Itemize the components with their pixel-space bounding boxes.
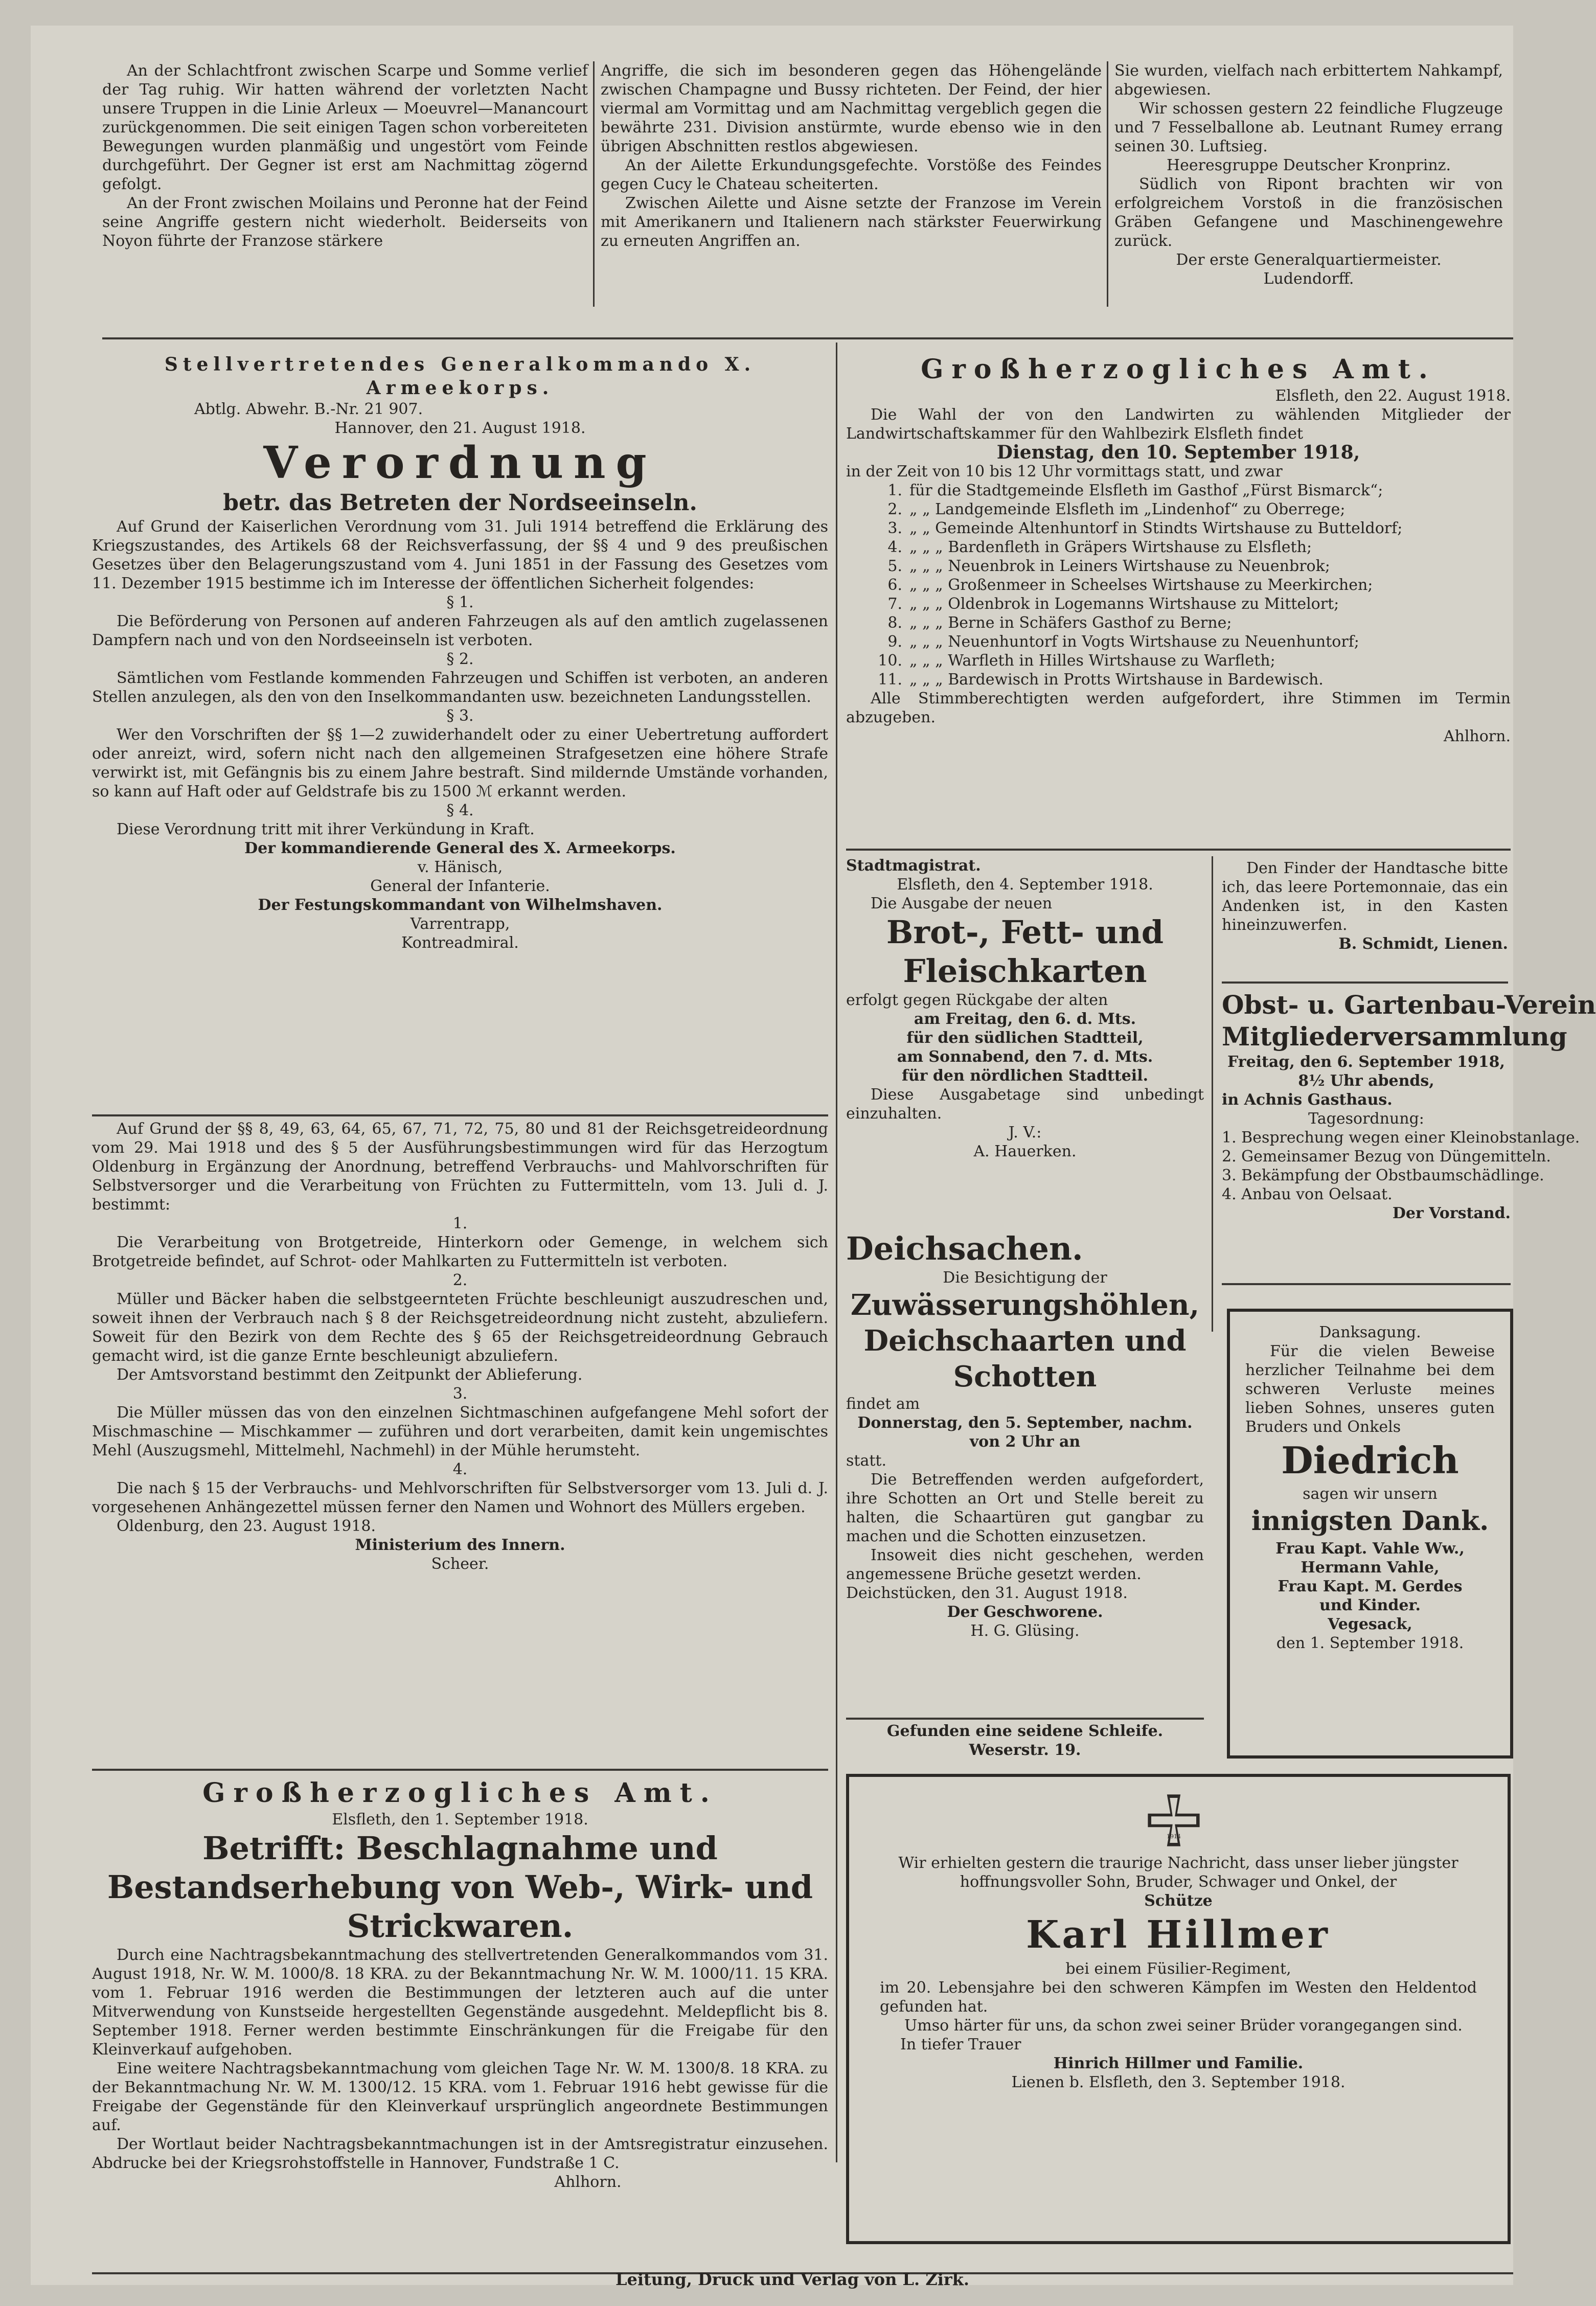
section-number: § 3. xyxy=(446,707,474,725)
polling-station-item xyxy=(846,651,1511,670)
notice-paragraph: Der Amtsvorstand bestimmt den Zeitpunkt der Ablieferung. xyxy=(117,1366,583,1384)
notice-paragraph: im 20. Lebensjahre bei den schweren Kämpfen im Westen den Heldentod gefunden hat. xyxy=(880,1979,1477,2016)
meeting-time: 8½ Uhr abends, xyxy=(1298,1072,1434,1090)
notice-paragraph: in der Zeit von 10 bis 12 Uhr vormittags statt, und zwar xyxy=(846,463,1283,481)
section-number: 2. xyxy=(452,1271,468,1289)
notice-paragraph: Die Ausgabe der neuen xyxy=(871,895,1053,912)
notice-date: Hannover, den 21. August 1918. xyxy=(334,419,586,437)
war-report-paragraph: Wir schossen gestern 22 feindliche Flugzeuge und 7 Fesselballone ab. Leutnant Rumey errang seinen 30. Luftsieg. xyxy=(1114,100,1503,155)
notice-paragraph: findet am xyxy=(846,1395,920,1413)
agenda-item: 4. Anbau von Oelsaat. xyxy=(1222,1185,1393,1203)
imprint-footer: Leitung, Druck und Verlag von L. Zirk. xyxy=(615,2270,970,2289)
agenda-item: 1. Besprechung wegen einer Kleinobstanlage. xyxy=(1222,1129,1580,1147)
item-number: 11. xyxy=(878,671,902,689)
notice-date: Elsfleth, den 22. August 1918. xyxy=(1275,387,1511,405)
notice-paragraph: Die Verarbeitung von Brotgetreide, Hinterkorn oder Gemenge, in welchem sich Brotgetreide befindet, auf Schrot- oder Mahlkarten zu Futtermitteln ist verboten. xyxy=(92,1234,828,1270)
item-number: 3. xyxy=(887,519,902,537)
notice-authority: Großherzogliches Amt. xyxy=(921,354,1436,385)
section-number: § 4. xyxy=(446,802,474,819)
notice-paragraph: sagen wir unsern xyxy=(1303,1485,1438,1503)
traueranzeige-box xyxy=(846,1774,1511,2244)
section-divider xyxy=(846,849,1511,851)
item-number: 10. xyxy=(878,652,902,670)
notice-date: Oldenburg, den 23. August 1918. xyxy=(117,1517,376,1535)
item-text: „ „ „ Bardenfleth in Gräpers Wirtshause zu Elsfleth; xyxy=(909,538,1312,556)
obstverein-notice xyxy=(1222,989,1596,1275)
section-divider xyxy=(846,1718,1204,1720)
notice-paragraph: Insoweit dies nicht geschehen, werden angemessene Brüche gesetzt werden. xyxy=(846,1546,1204,1583)
signature-name: Scheer. xyxy=(431,1555,489,1573)
war-report-paragraph: Sie wurden, vielfach nach erbittertem Nahkampf, abgewiesen. xyxy=(1114,62,1503,99)
item-text: für die Stadtgemeinde Elsfleth im Gasthof „Fürst Bismarck“; xyxy=(909,482,1383,499)
deceased-name: Diedrich xyxy=(1281,1439,1459,1482)
signature-rank: General der Infanterie. xyxy=(370,877,550,895)
polling-station-item xyxy=(846,538,1511,557)
agenda-heading: Tagesordnung: xyxy=(1308,1110,1424,1128)
notice-paragraph: Alle Stimmberechtigten werden aufgefordert, ihre Stimmen im Termin abzugeben. xyxy=(846,690,1511,726)
notice-title: Deichsachen. xyxy=(846,1230,1083,1267)
notice-paragraph: bei einem Füsilier-Regiment, xyxy=(1065,1960,1291,1978)
item-number: 8. xyxy=(887,614,902,632)
agenda-item: 3. Bekämpfung der Obstbaumschädlinge. xyxy=(1222,1167,1544,1184)
item-number: 4. xyxy=(887,538,902,556)
section-divider xyxy=(92,1769,828,1771)
notice-paragraph: Durch eine Nachtragsbekanntmachung des stellvertretenden Generalkommandos vom 31. August 1918, Nr. W. M. 1000/8. 18 KRA. zu der Bekanntmachung Nr. W. M. 1000/11. 15 KRA. vom 1. Februar 1916 werden die Bestimmungen der letzteren auch auf die unter Mitverwendung von Kunstseide hergestellten Gegenstände ausgedehnt. Meldepflicht bis 8. September 1918. Ferner werden bestimmte Einschränkungen für die Freigabe für den Kleinverkauf aufgehoben. xyxy=(92,1946,828,2059)
top-column-1 xyxy=(102,61,588,317)
army-group-heading: Heeresgruppe Deutscher Kronprinz. xyxy=(1167,156,1451,174)
signature-rank: Kontreadmiral. xyxy=(401,934,519,952)
signature-name: Ludendorff. xyxy=(1263,270,1354,288)
signature-name: Der Vorstand. xyxy=(1392,1204,1511,1222)
item-text: „ „ Gemeinde Altenhuntorf in Stindts Wirtshause zu Butteldorf; xyxy=(909,519,1403,537)
notice-subtitle: betr. das Betreten der Nordseeinseln. xyxy=(223,490,697,516)
top-column-2 xyxy=(601,61,1102,317)
notice-paragraph: Eine weitere Nachtragsbekanntmachung vom gleichen Tage Nr. W. M. 1300/8. 18 KRA. zu der Bekanntmachung Nr. W. M. 1300/12. 15 KRA. vom 1. Februar 1916 hebt gewisse für die Freigabe der Gegenstände für den Kleinverkauf ursprünglich angeordnete Bestimmungen auf. xyxy=(92,2060,828,2134)
signature-name: A. Hauerken. xyxy=(973,1143,1077,1160)
notice-paragraph: Den Finder der Handtasche bitte ich, das leere Portemonnaie, das ein Andenken ist, in den Kasten hineinzuwerfen. xyxy=(1222,859,1508,934)
notice-date: Lienen b. Elsfleth, den 3. September 1918. xyxy=(1011,2073,1346,2091)
item-text: „ „ „ Neuenbrok in Leiners Wirtshause zu Neuenbrok; xyxy=(909,557,1330,575)
notice-date: Elsfleth, den 4. September 1918. xyxy=(897,876,1153,894)
column-divider xyxy=(1107,61,1108,307)
notice-paragraph: Für die vielen Beweise herzlicher Teilnahme bei dem schweren Verluste meines lieben Sohnes, unseres guten Bruders und Onkels xyxy=(1245,1342,1495,1436)
notice-paragraph: erfolgt gegen Rückgabe der alten xyxy=(846,991,1108,1009)
finder-notice xyxy=(1222,859,1508,976)
war-report-paragraph: An der Ailette Erkundungsgefechte. Vorstöße des Feindes gegen Cucy le Chateau scheiterten. xyxy=(601,156,1102,193)
notice-paragraph: Umso härter für uns, da schon zwei seiner Brüder vorangegangen sind. xyxy=(904,2017,1463,2035)
signature-name: v. Hänisch, xyxy=(417,858,503,876)
polling-station-item xyxy=(846,481,1511,500)
item-text: „ „ Landgemeinde Elsfleth im „Lindenhof“ zu Oberrege; xyxy=(909,500,1346,518)
notice-paragraph: Die nach § 15 der Verbrauchs- und Mehlvorschriften für Selbstversorger vom 13. Juli d. J. vorgesehenen Anhängezettel müssen ferner den Namen und Wohnort des Müllers ergeben. xyxy=(92,1479,828,1516)
notice-title: Verordnung xyxy=(263,437,657,489)
section-divider xyxy=(1222,1283,1511,1285)
item-number: 7. xyxy=(887,595,902,613)
notice-paragraph: Diese Ausgabetage sind unbedingt einzuhalten. xyxy=(846,1086,1204,1123)
notice-paragraph: Diese Verordnung tritt mit ihrer Verkündung in Kraft. xyxy=(117,820,535,838)
war-report-paragraph: Südlich von Ripont brachten wir von erfolgreichem Vorstoß in die französischen Gräben Gefangene und Maschinengewehre zurück. xyxy=(1114,175,1503,250)
notice-place: Vegesack, xyxy=(1328,1615,1412,1633)
signature-name: und Kinder. xyxy=(1319,1596,1421,1614)
signature-name: Ahlhorn. xyxy=(1443,727,1511,745)
inspection-date: Donnerstag, den 5. September, nachm. von 2 Uhr an xyxy=(857,1414,1193,1451)
section-number: 1. xyxy=(452,1215,468,1232)
item-text: „ „ „ Großenmeer in Scheelses Wirtshause zu Meerkirchen; xyxy=(909,576,1373,594)
notice-paragraph: Die Müller müssen das von den einzelnen Sichtmaschinen aufgefangene Mehl sofort der Mischmaschine — Mischkammer — zuführen und dort verarbeiten, damit kein ungemischtes Mehl (Auszugsmehl, Mittelmehl, Nachmehl) in der Mühle herumsteht. xyxy=(92,1404,828,1459)
war-report-paragraph: Angriffe, die sich im besonderen gegen das Höhengelände zwischen Champagne und Bussy richteten. Der Feind, der hier viermal am Vormittag und am Nachmittag vergeblich gegen die bewährte 231. Division anstürmte, wurde ebenso wie in den übrigen Abschnitten restlos abgewiesen. xyxy=(601,62,1102,155)
association-name: Obst- u. Gartenbau-Verein xyxy=(1222,990,1596,1020)
signature-name: Varrentrapp, xyxy=(410,915,510,933)
polling-station-item xyxy=(846,557,1511,576)
distribution-district: für den südlichen Stadtteil, xyxy=(906,1029,1144,1047)
meeting-place: in Achnis Gasthaus. xyxy=(1222,1091,1393,1109)
notice-authority: Stadtmagistrat. xyxy=(846,857,981,875)
cross-year: 1914 xyxy=(1167,1833,1181,1840)
polling-station-item xyxy=(846,632,1511,651)
column-divider xyxy=(836,343,837,2162)
distribution-district: für den nördlichen Stadtteil. xyxy=(901,1067,1149,1085)
signature-name: Frau Kapt. M. Gerdes xyxy=(1278,1578,1463,1595)
notice-paragraph: Die Betreffenden werden aufgefordert, ihre Schotten an Ort und Stelle bereit zu halten, die Schaartüren gut gangbar zu machen und die Schotten einzusetzen. xyxy=(846,1471,1204,1545)
notice-paragraph: Der Wortlaut beider Nachtragsbekanntmachungen ist in der Amtsregistratur einzusehen. Abdrucke bei der Kriegsrohstoffstelle in Hannover, Fundstraße 1 C. xyxy=(92,2135,828,2172)
notice-date: den 1. September 1918. xyxy=(1276,1634,1464,1652)
notice-reference: Abtlg. Abwehr. B.-Nr. 21 907. xyxy=(194,400,423,418)
section-divider xyxy=(92,1114,828,1116)
signature-title: Der erste Generalquartiermeister. xyxy=(1176,251,1442,269)
signature-title: Ministerium des Innern. xyxy=(355,1536,565,1554)
stadtmagistrat-notice xyxy=(846,856,1204,1224)
notice-date: Deichstücken, den 31. August 1918. xyxy=(846,1584,1128,1602)
item-number: 2. xyxy=(887,500,902,518)
section-number: 4. xyxy=(452,1460,468,1478)
polling-station-item xyxy=(846,576,1511,595)
item-text: „ „ „ Neuenhuntorf in Vogts Wirtshause zu Neuenhuntorf; xyxy=(909,633,1359,651)
beschlagnahme-notice xyxy=(92,1776,828,2267)
war-report-paragraph: An der Schlachtfront zwischen Scarpe und Somme verlief der Tag ruhig. Wir hatten während der vorletzten Nacht unsere Truppen in die Linie Arleux — Moeuvrel—Manancourt zurückgenommen. Die seit einigen Tagen schon vorbereiteten Bewegungen wurden planmäßig und ungestört vom Feinde durchgeführt. Der Gegner ist erst am Nachmittag zögernd gefolgt. xyxy=(102,62,588,193)
section-divider xyxy=(102,337,1513,339)
item-text: „ „ „ Berne in Schäfers Gasthof zu Berne; xyxy=(909,614,1232,632)
war-report-paragraph: Zwischen Ailette und Aisne setzte der Franzose im Verein mit Amerikanern und Italienern nach stärkster Feuerwirkung zu erneuten Angriffen an. xyxy=(601,194,1102,250)
war-report-paragraph: An der Front zwischen Moilains und Peronne hat der Feind seine Angriffe gestern nicht wiederholt. Beiderseits von Noyon führte der Franzose stärkere xyxy=(102,194,588,250)
item-text: „ „ „ Bardewisch in Protts Wirtshause in Bardewisch. xyxy=(909,671,1324,689)
distribution-date: am Sonnabend, den 7. d. Mts. xyxy=(897,1048,1153,1066)
notice-date: Elsfleth, den 1. September 1918. xyxy=(332,1811,588,1829)
notice-paragraph: Wer den Vorschriften der §§ 1—2 zuwiderhandelt oder zu einer Uebertretung auffordert oder anreizt, wird, sofern nicht nach den allgemeinen Strafgesetzen eine höhere Strafe verwirkt ist, mit Gefängnis bis zu einem Jahre bestraft. Sind mildernde Umstände vorhanden, so kann auf Haft oder auf Geldstrafe bis zu 1500 ℳ erkannt werden. xyxy=(92,726,828,801)
newspaper-page xyxy=(31,26,1596,2285)
signature-title: Der Festungskommandant von Wilhelmshaven. xyxy=(258,896,663,914)
top-column-3 xyxy=(1114,61,1503,327)
polling-stations-list xyxy=(846,481,1511,689)
soldier-rank: Schütze xyxy=(1144,1892,1213,1910)
polling-station-item xyxy=(846,595,1511,613)
signature-title: Der Geschworene. xyxy=(947,1603,1103,1621)
deichsachen-notice xyxy=(846,1229,1204,1748)
notice-paragraph: statt. xyxy=(846,1452,886,1470)
item-number: 6. xyxy=(887,576,902,594)
notice-paragraph: Auf Grund der Kaiserlichen Verordnung vom 31. Juli 1914 betreffend die Erklärung des Kriegszustandes, des Artikels 68 der Reichsverfassung, der §§ 4 und 9 des preußischen Gesetzes über den Belagerungszustand vom 4. Juni 1851 in der Fassung des Gesetzes vom 11. Dezember 1915 bestimme ich im Interesse der öffentlichen Sicherheit folgendes: xyxy=(92,518,828,592)
section-divider xyxy=(1222,981,1508,984)
column-divider xyxy=(1212,856,1213,1332)
meeting-date: Freitag, den 6. September 1918, xyxy=(1227,1053,1505,1071)
signature-name: Hinrich Hillmer und Familie. xyxy=(1053,2054,1304,2072)
item-text: „ „ „ Warfleth in Hilles Wirtshause zu Warfleth; xyxy=(909,652,1275,670)
item-number: 5. xyxy=(887,557,902,575)
danksagung-box xyxy=(1227,1309,1513,1759)
section-number: § 1. xyxy=(446,593,474,611)
iron-cross-icon xyxy=(1146,1792,1202,1848)
signature-name: Ahlhorn. xyxy=(554,2173,622,2191)
signature-name: Frau Kapt. Vahle Ww., xyxy=(1275,1540,1465,1558)
notice-heading: Danksagung. xyxy=(1319,1323,1421,1341)
notice-title: Brot-, Fett- und Fleischkarten xyxy=(886,914,1164,990)
notice-paragraph: Wir erhielten gestern die traurige Nachricht, dass unser lieber jüngster hoffnungsvoller Sohn, Bruder, Schwager und Onkel, der xyxy=(898,1854,1458,1891)
section-number: § 2. xyxy=(446,650,474,668)
inspection-subject: Zuwässerungshöhlen, Deichschaarten und Schotten xyxy=(850,1288,1200,1394)
polling-station-item xyxy=(846,500,1511,519)
notice-paragraph: Auf Grund der §§ 8, 49, 63, 64, 65, 67, 71, 72, 75, 80 und 81 der Reichsgetreideordnung vom 29. Mai 1918 und des § 5 der Ausführungsbestimmungen wird für das Herzogtum Oldenburg in Ergänzung der Anordnung, betreffend Verbrauchs- und Mahlvorschriften für Selbstversorger und die Verarbeitung von Früchten zu Futtermitteln, vom 13. Juli d. J. bestimmt: xyxy=(92,1120,828,1214)
item-number: 9. xyxy=(887,633,902,651)
signature-prefix: J. V.: xyxy=(1008,1124,1042,1141)
signature-name: B. Schmidt, Lienen. xyxy=(1338,935,1508,953)
verordnung-notice xyxy=(92,353,828,1109)
meeting-title: Mitgliederversammlung xyxy=(1222,1021,1567,1052)
signature-title: Der kommandierende General des X. Armeekorps. xyxy=(244,839,676,857)
notice-title: Betrifft: Beschlagnahme und Bestandserhebung von Web-, Wirk- und Strickwaren. xyxy=(107,1830,813,1945)
soldier-name: Karl Hillmer xyxy=(1026,1913,1331,1957)
polling-station-item xyxy=(846,670,1511,689)
section-number: 3. xyxy=(452,1385,468,1403)
signature-name: Hermann Vahle, xyxy=(1301,1559,1440,1577)
election-date: Dienstag, den 10. September 1918, xyxy=(996,442,1360,463)
notice-paragraph: Sämtlichen vom Festlande kommenden Fahrzeugen und Schiffen ist verboten, an anderen Stellen anzulegen, als den von den Inselkommandanten usw. bezeichneten Landungsstellen. xyxy=(92,669,828,706)
found-notice xyxy=(846,1722,1204,1763)
notice-paragraph: Die Beförderung von Personen auf anderen Fahrzeugen als auf den amtlich zugelassenen Dampfern nach und von den Nordseeinseln ist verboten. xyxy=(92,612,828,649)
agenda-item: 2. Gemeinsamer Bezug von Düngemitteln. xyxy=(1222,1148,1551,1166)
thanks-line: innigsten Dank. xyxy=(1251,1505,1489,1537)
notice-authority: Großherzogliches Amt. xyxy=(202,1777,718,1809)
wahl-notice xyxy=(846,353,1511,843)
item-text: „ „ „ Oldenbrok in Logemanns Wirtshause zu Mittelort; xyxy=(909,595,1339,613)
distribution-date: am Freitag, den 6. d. Mts. xyxy=(914,1010,1136,1028)
item-number: 1. xyxy=(887,482,902,499)
notice-paragraph: In tiefer Trauer xyxy=(900,2036,1021,2053)
column-divider xyxy=(593,61,595,307)
signature-name: H. G. Glüsing. xyxy=(970,1622,1080,1640)
notice-paragraph: Die Wahl der von den Landwirten zu wählenden Mitglieder der Landwirtschaftskammer für den Wahlbezirk Elsfleth findet xyxy=(846,406,1511,443)
notice-paragraph: Die Besichtigung der xyxy=(943,1269,1107,1287)
polling-station-item xyxy=(846,519,1511,538)
getreide-notice xyxy=(92,1120,828,1769)
notice-authority: Stellvertretendes Generalkommando X. Armeekorps. xyxy=(164,354,756,399)
notice-paragraph: Müller und Bäcker haben die selbstgeernteten Früchte beschleunigt auszudreschen und, soweit ihnen der Verbrauch nach § 8 der Reichsgetreideordnung nicht zusteht, abzuliefern. Soweit für den Bezirk von dem Rechte des § 65 der Reichsgetreideordnung Gebrauch gemacht wird, ist die ganze Ernte beschleunigt abzuliefern. xyxy=(92,1290,828,1365)
polling-station-item xyxy=(846,613,1511,632)
found-item-text: Gefunden eine seidene Schleife. Weserstr. 19. xyxy=(886,1722,1164,1759)
